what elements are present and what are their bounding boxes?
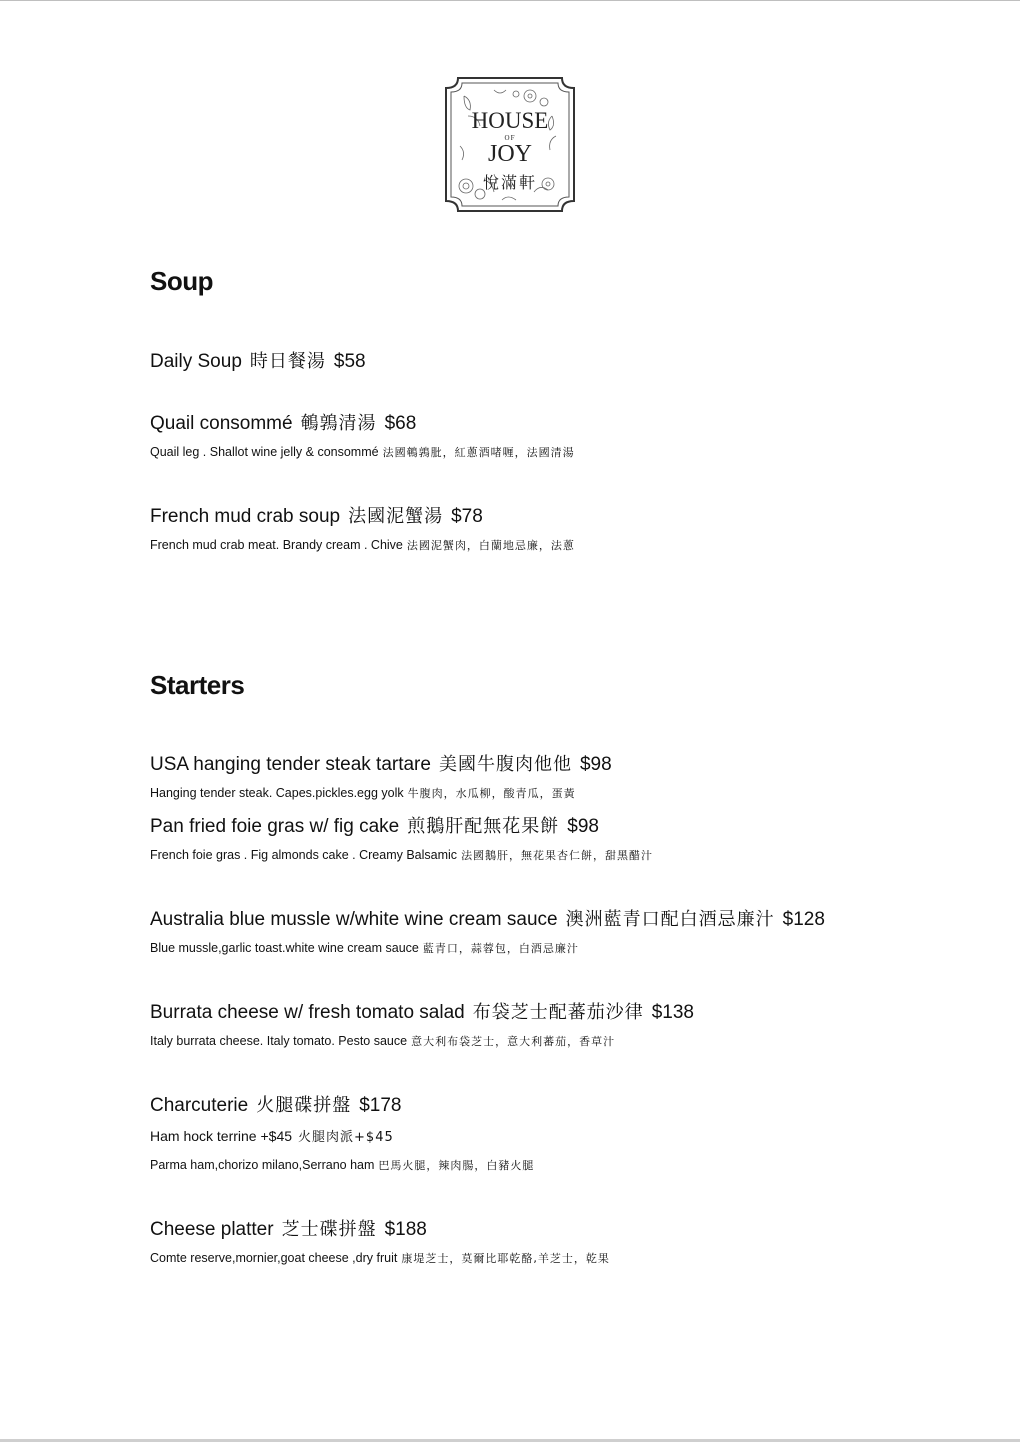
- item-name: Australia blue mussle w/white wine cream sauce: [150, 909, 558, 930]
- item-description: [150, 1157, 534, 1173]
- item-description: [150, 1250, 610, 1266]
- item-desc-en: Italy burrata cheese. Italy tomato. Pesto sauce: [150, 1034, 408, 1048]
- logo-text-house: HOUSE: [471, 108, 549, 133]
- item-name-zh: 時日餐湯: [249, 351, 326, 372]
- item-description: [150, 940, 579, 956]
- menu-item-burrata: [150, 998, 694, 1024]
- item-desc-zh: 藍青口，蒜蓉包，白酒忌廉汁: [422, 942, 579, 955]
- item-name: French mud crab soup: [150, 506, 341, 527]
- item-name-zh: 火腿碟拼盤: [256, 1095, 352, 1116]
- item-desc-en: French mud crab meat. Brandy cream . Chive: [150, 538, 403, 552]
- item-description: [150, 1033, 615, 1049]
- item-desc-zh: 法國鵪鶉肶，紅蔥酒啫喱，法國清湯: [382, 446, 575, 459]
- item-price: $98: [567, 816, 599, 837]
- item-price: $68: [384, 413, 417, 434]
- logo-text-joy: JOY: [487, 141, 532, 167]
- house-of-joy-logo: [444, 76, 576, 213]
- item-addon-zh: 火腿肉派+$45: [298, 1130, 394, 1145]
- menu-item-charcuterie: [150, 1091, 402, 1117]
- item-price: $128: [782, 909, 825, 930]
- item-name: USA hanging tender steak tartare: [150, 754, 431, 775]
- item-desc-en: French foie gras . Fig almonds cake . Creamy Balsamic: [150, 848, 458, 862]
- item-name: Cheese platter: [150, 1219, 274, 1240]
- menu-item-french-mud-crab-soup: [150, 502, 483, 528]
- item-name-zh: 澳洲藍青口配白酒忌廉汁: [565, 909, 775, 930]
- item-desc-zh: 巴馬火腿，辣肉腸，白豬火腿: [378, 1159, 535, 1172]
- item-addon: [150, 1126, 394, 1145]
- page-edge-top: [0, 0, 1020, 1]
- menu-item-foie-gras: [150, 812, 599, 838]
- item-price: $58: [333, 351, 366, 372]
- item-name-zh: 鵪鶉清湯: [300, 413, 377, 434]
- item-price: $78: [451, 506, 483, 527]
- item-name: Charcuterie: [150, 1095, 249, 1116]
- item-desc-en: Parma ham,chorizo milano,Serrano ham: [150, 1158, 375, 1172]
- item-name-zh: 美國牛腹肉他他: [438, 754, 572, 775]
- item-price: $188: [384, 1219, 427, 1240]
- item-description: [150, 785, 576, 801]
- item-name-zh: 法國泥蟹湯: [348, 506, 444, 527]
- item-description: [150, 444, 575, 460]
- item-desc-en: Hanging tender steak. Capes.pickles.egg yolk: [150, 786, 404, 800]
- item-description: [150, 537, 575, 553]
- logo-text-chinese: 悅滿軒: [482, 173, 537, 192]
- item-desc-en: Blue mussle,garlic toast.white wine cream sauce: [150, 941, 419, 955]
- menu-item-daily-soup: [150, 347, 366, 373]
- item-desc-en: Quail leg . Shallot wine jelly & consommé: [150, 445, 379, 459]
- item-desc-zh: 康堤芝士，莫爾比耶乾酪,羊芝士，乾果: [401, 1252, 610, 1265]
- logo-text-of: OF: [504, 134, 516, 142]
- item-desc-zh: 法國泥蟹肉，白蘭地忌廉，法蔥: [406, 539, 575, 552]
- item-name-zh: 布袋芝士配蕃茄沙律: [472, 1002, 644, 1023]
- item-price: $138: [651, 1002, 694, 1023]
- section-title-soup: Soup: [150, 266, 213, 296]
- item-desc-zh: 法國鵝肝，無花果杏仁餅，甜黑醋汁: [461, 849, 654, 862]
- menu-item-blue-mussle: [150, 905, 825, 931]
- item-addon-en: Ham hock terrine +$45: [150, 1128, 293, 1144]
- menu-item-quail-consomme: [150, 409, 416, 435]
- item-price: $98: [579, 754, 612, 775]
- item-desc-zh: 牛腹肉，水瓜柳，酸青瓜，蛋黃: [407, 787, 576, 800]
- item-name: Daily Soup: [150, 351, 242, 372]
- item-name: Quail consommé: [150, 413, 293, 434]
- item-name: Pan fried foie gras w/ fig cake: [150, 816, 400, 837]
- item-desc-zh: 意大利布袋芝士，意大利蕃茄，香草汁: [411, 1035, 616, 1048]
- menu-item-cheese-platter: [150, 1215, 427, 1241]
- menu-item-steak-tartare: [150, 750, 612, 776]
- item-name-zh: 芝士碟拼盤: [281, 1219, 377, 1240]
- section-title-starters: Starters: [150, 670, 245, 700]
- item-price: $178: [359, 1095, 402, 1116]
- item-name: Burrata cheese w/ fresh tomato salad: [150, 1002, 465, 1023]
- item-desc-en: Comte reserve,mornier,goat cheese ,dry fruit: [150, 1251, 398, 1265]
- item-description: [150, 847, 653, 863]
- item-name-zh: 煎鵝肝配無花果餅: [407, 816, 560, 837]
